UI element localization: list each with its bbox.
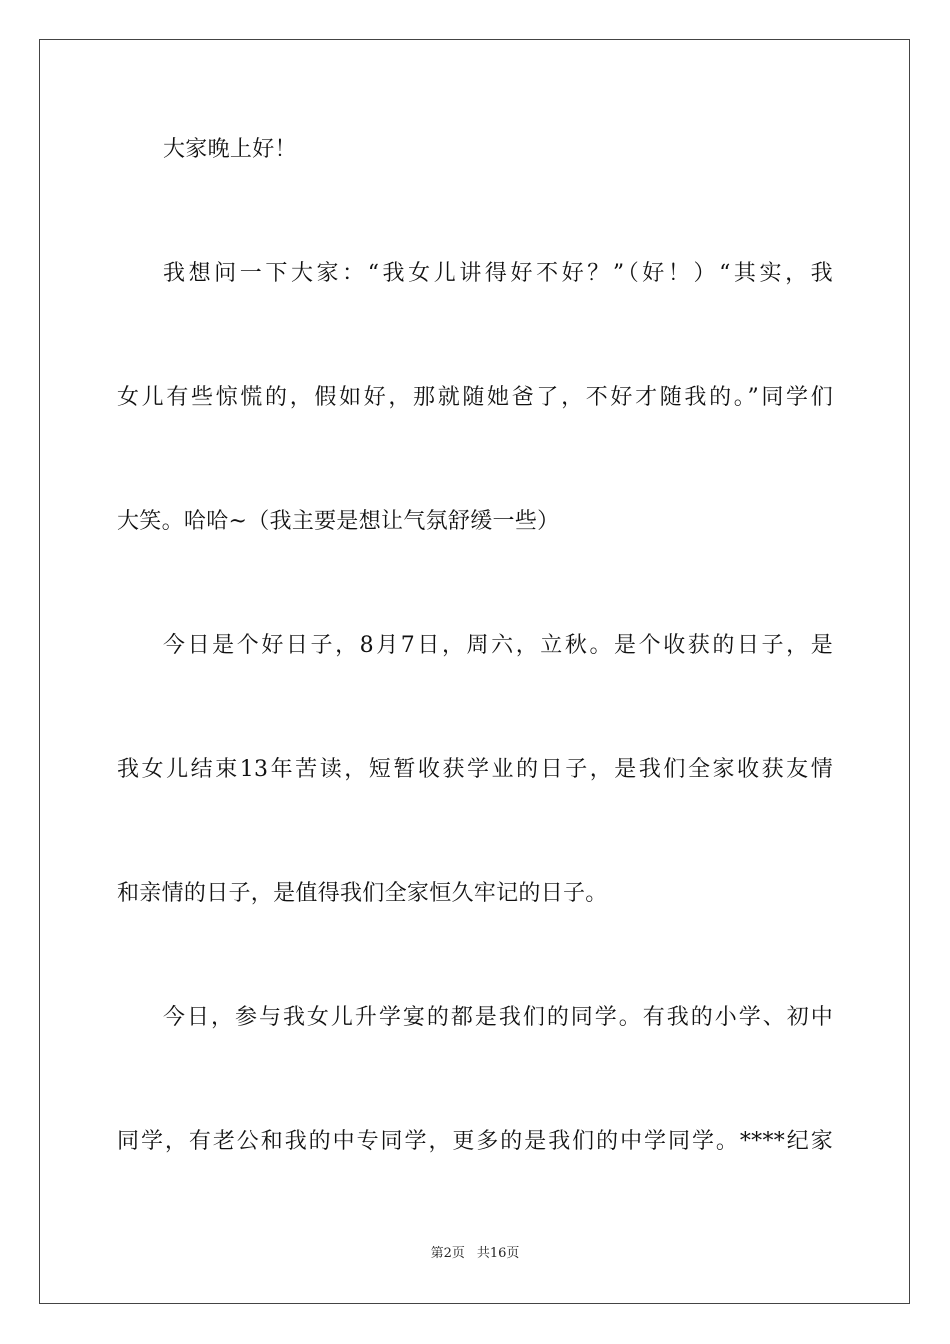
- page-footer: [0, 1245, 950, 1263]
- paragraph-line: 大家晚上好！: [163, 137, 297, 162]
- paragraph-line: 大笑。哈哈~（我主要是想让气氛舒缓一些）: [117, 509, 560, 534]
- paragraph-line: 今日，参与我女儿升学宴的都是我们的同学。有我的小学、初中: [163, 1005, 833, 1030]
- paragraph-line: 同学，有老公和我的中专同学，更多的是我们的中学同学。****纪家: [117, 1129, 833, 1154]
- page-border: [39, 39, 910, 1304]
- page-number: 第2页: [430, 1246, 465, 1261]
- page-total: 共16页: [476, 1246, 520, 1261]
- paragraph-line: 和亲情的日子，是值得我们全家恒久牢记的日子。: [117, 881, 608, 906]
- paragraph-line: 我女儿结束13年苦读，短暂收获学业的日子，是我们全家收获友情: [117, 757, 833, 782]
- paragraph-line: 我想问一下大家：“我女儿讲得好不好？”（好！）“其实，我: [163, 261, 833, 286]
- paragraph-line: 女儿有些惊慌的，假如好，那就随她爸了，不好才随我的。”同学们: [117, 385, 833, 410]
- paragraph-line: 今日是个好日子，8月7日，周六，立秋。是个收获的日子，是: [163, 633, 833, 658]
